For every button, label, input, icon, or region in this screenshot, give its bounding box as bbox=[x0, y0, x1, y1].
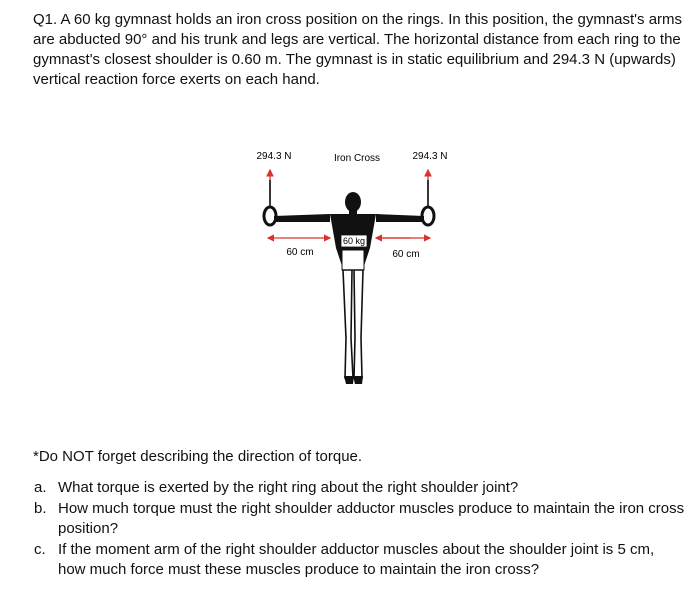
part-a-marker: a. bbox=[34, 479, 47, 496]
question-text: Q1. A 60 kg gymnast holds an iron cross position on the rings. In this position, the gymnast's arms are abducted 90° and his trunk and legs are vertical. The horizontal distance from each ring to the gymnast's closest shoulder is 0.60 m. The gymnast is in static equilibrium and 294.3 N (upwards) vertical reaction force exerts on each hand. bbox=[33, 11, 683, 88]
question-parts-list bbox=[30, 478, 685, 581]
part-c bbox=[30, 540, 685, 580]
left-distance-label: 60 cm bbox=[286, 247, 314, 258]
mass-label: 60 kg bbox=[342, 236, 366, 246]
part-b-text: How much torque must the right shoulder adductor muscles produce to maintain the iron cross position? bbox=[58, 500, 685, 537]
iron-cross-diagram bbox=[230, 140, 490, 400]
iron-cross-figure bbox=[230, 140, 490, 400]
left-force-label: 294.3 N bbox=[256, 151, 292, 162]
part-a-text: What torque is exerted by the right ring about the right shoulder joint? bbox=[58, 479, 519, 496]
gymnast-silhouette bbox=[274, 192, 424, 384]
right-distance-label: 60 cm bbox=[392, 249, 420, 260]
figure-title: Iron Cross bbox=[333, 153, 381, 164]
part-c-text: If the moment arm of the right shoulder adductor muscles about the shoulder joint is 5 cm, how much force must these muscles produce to maintain the iron cross? bbox=[58, 541, 655, 578]
part-b-marker: b. bbox=[34, 500, 47, 517]
right-force-label: 294.3 N bbox=[412, 151, 448, 162]
torque-direction-note: *Do NOT forget describing the direction of torque. bbox=[33, 448, 363, 465]
part-c-marker: c. bbox=[34, 541, 46, 558]
part-b bbox=[30, 499, 685, 539]
part-a bbox=[30, 478, 685, 498]
